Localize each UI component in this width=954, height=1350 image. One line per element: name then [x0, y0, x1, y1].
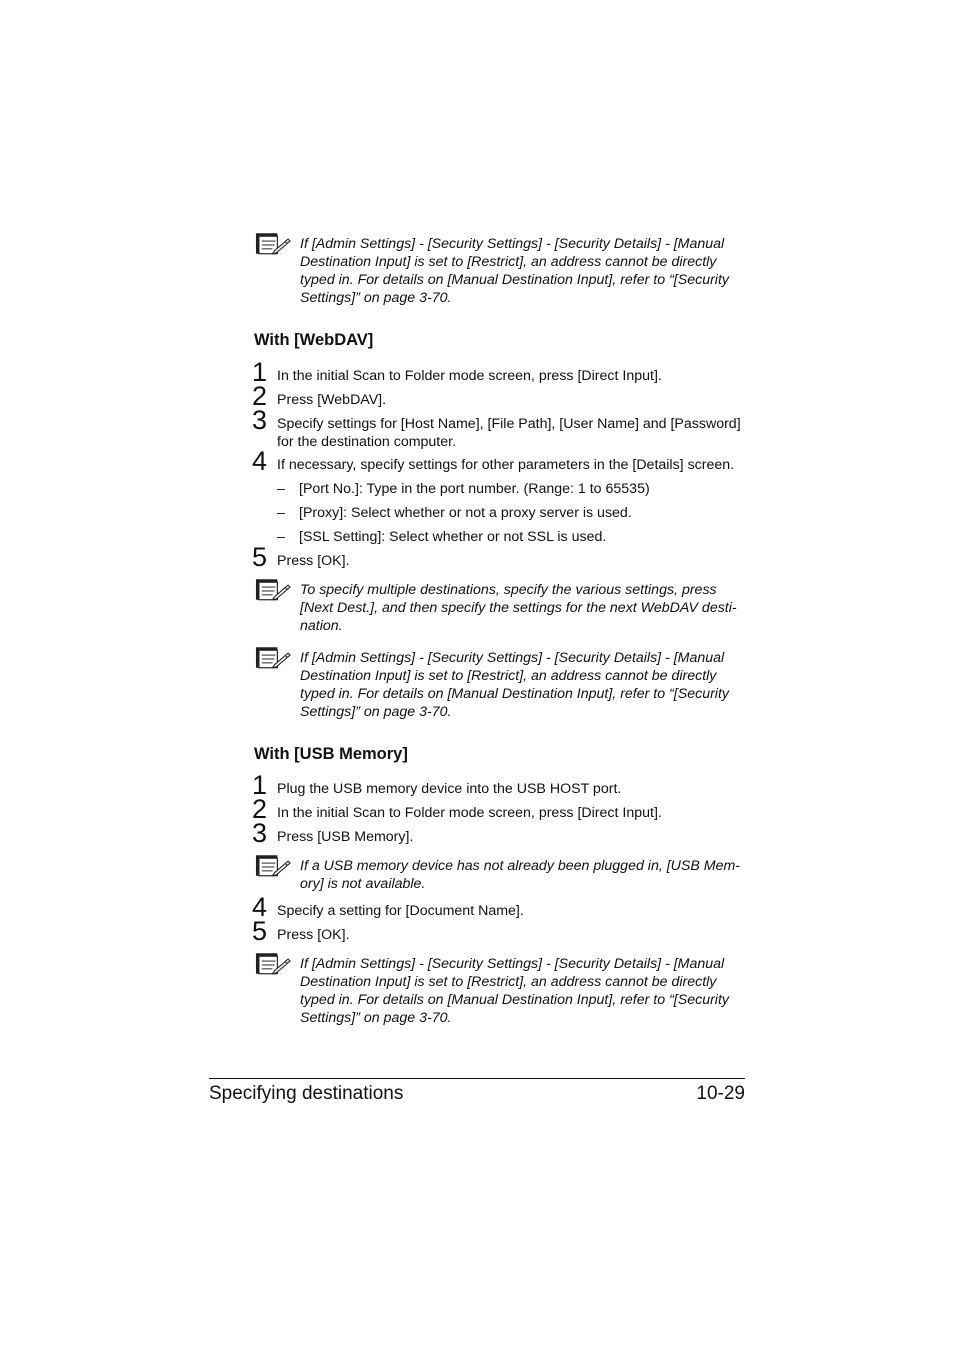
section-heading-webdav: With [WebDAV] — [254, 331, 374, 349]
note-pencil-icon — [255, 578, 291, 602]
note-text: If [Admin Settings] - [Security Settings] - [Security Details] - [Manual Destination Input] is set to [Restrict], an address cannot be directly typed in. For details on [Manual Destination Input], refer to “[Security Settings]” on page 3-70. — [300, 236, 729, 306]
sub-item: – [SSL Setting]: Select whether or not SSL is used. — [277, 529, 607, 545]
sub-item: – [Proxy]: Select whether or not a proxy server is used. — [277, 505, 632, 521]
footer-chapter-title: Specifying destinations — [209, 1083, 404, 1104]
section-heading-usb-memory: With [USB Memory] — [254, 745, 408, 763]
note-pencil-icon — [255, 854, 291, 878]
step-number: 1 — [252, 357, 268, 387]
step-number: 3 — [252, 818, 268, 848]
note-text: To specify multiple destinations, specify the various settings, press [Next Dest.], and then specify the settings for the next WebDAV desti- nation. — [300, 582, 737, 634]
step-number: 2 — [252, 381, 268, 411]
note-text: If [Admin Settings] - [Security Settings] - [Security Details] - [Manual Destination Input] is set to [Restrict], an address cannot be directly typed in. For details on [Manual Destination Input], refer to “[Security Settings]” on page 3-70. — [300, 650, 729, 720]
note-pencil-icon — [255, 952, 291, 976]
sub-item: – [Port No.]: Type in the port number. (Range: 1 to 65535) — [277, 481, 650, 497]
step-number: 4 — [252, 446, 268, 476]
footer-divider — [209, 1078, 745, 1079]
page-number: 10-29 — [696, 1083, 745, 1104]
step-number: 1 — [252, 770, 268, 800]
step-number: 4 — [252, 892, 268, 922]
step-number: 5 — [252, 916, 268, 946]
step-number: 2 — [252, 794, 268, 824]
note-text: If a USB memory device has not already been plugged in, [USB Mem- ory] is not available. — [300, 858, 741, 892]
step-number: 5 — [252, 542, 268, 572]
step-number: 3 — [252, 405, 268, 435]
note-pencil-icon — [255, 232, 291, 256]
note-text: If [Admin Settings] - [Security Settings] - [Security Details] - [Manual Destination Input] is set to [Restrict], an address cannot be directly typed in. For details on [Manual Destination Input], refer to “[Security Settings]” on page 3-70. — [300, 956, 729, 1026]
note-pencil-icon — [255, 646, 291, 670]
